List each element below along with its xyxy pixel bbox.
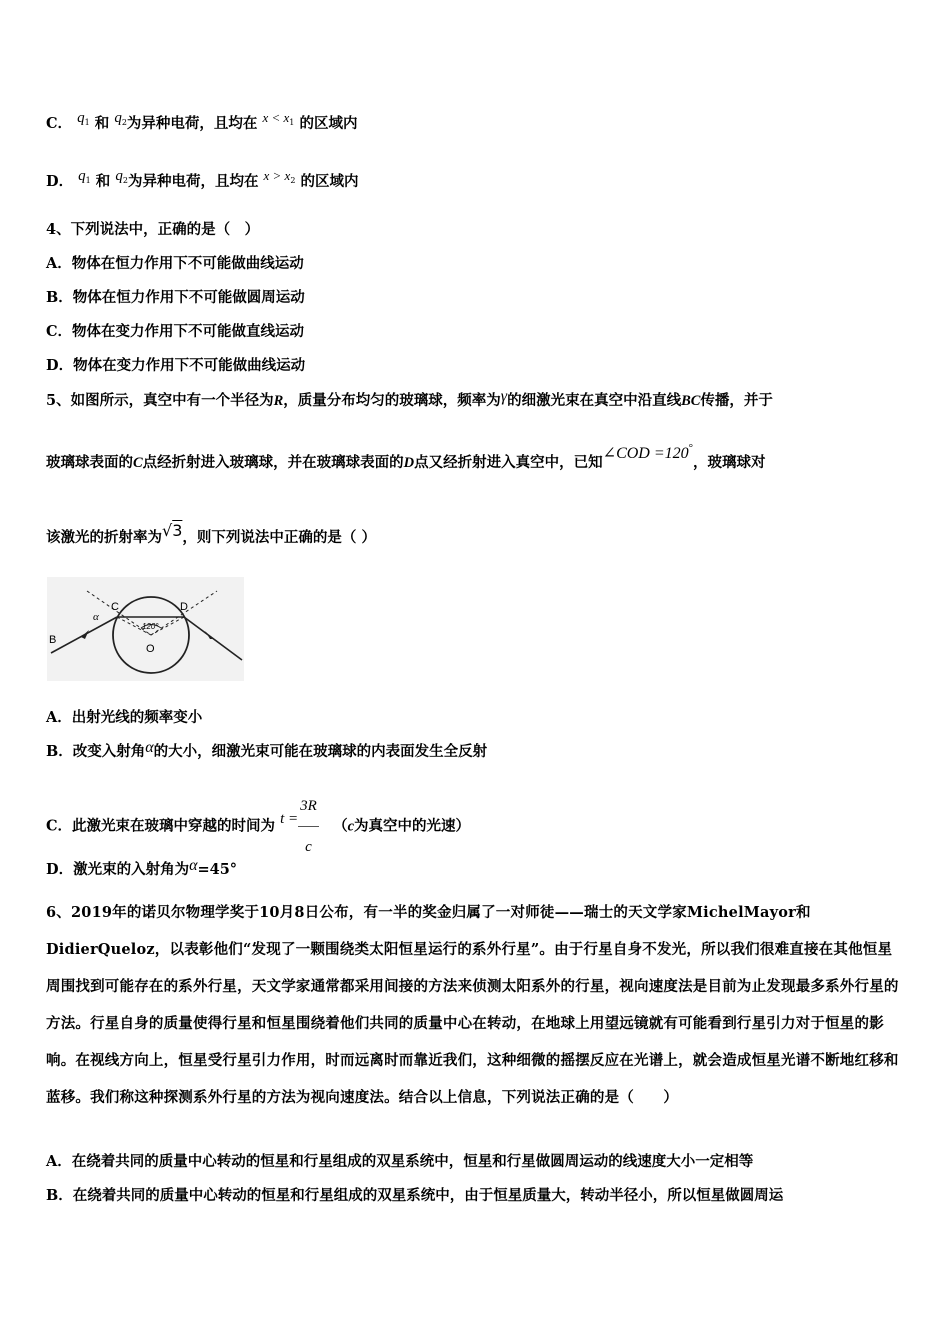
label-angle: 120° — [142, 622, 159, 631]
q4-option-d: D．物体在变力作用下不可能做曲线运动 — [46, 357, 306, 374]
q5-option-a: A．出射光线的频率变小 — [46, 709, 203, 726]
label-c: C — [111, 601, 119, 613]
q5-stem-line1: 5、如图所示，真空中有一个半径为R，质量分布均匀的玻璃球，频率为γ的细激光束在真空中沿直线BC传播，并于 — [46, 388, 773, 409]
q3-option-c: C． $q^1$ 和 $q^2$为异种电荷，且均在 $x < x^1$ 的区域内 — [46, 110, 358, 132]
q6-paragraph: 6、2019年的诺贝尔物理学奖于10月8日公布，有一半的奖金归属了一对师徒——瑞士的天文学家MichelMayor和DidierQueloz，以表彰他们“发现了一颗围绕类太阳恒星运行的系外行星”。由于行星自身不发光，所以我们很难直接在其他恒星周围找到可能存在的系外行星，天文学家通常都采用间接的方法来侦测太阳系外的行星，视向速度法是目前为止发现最多系外行星的方法。行星自身的质量使得行星和恒星围绕着他们共同的质量中心在转动，在地球上用望远镜就有可能看到行星引力对于恒星的影响。在视线方向上，恒星受行星引力作用，时而远离时而靠近我们，这种细微的摇摆反应在光谱上，就会造成恒星光谱不断地红移和蓝移。我们称这种探测系外行星的方法为视向速度法。结合以上信息，下列说法正确的是（ ） — [46, 904, 899, 1106]
label-d: D — [180, 601, 188, 613]
q6-option-a: A．在绕着共同的质量中心转动的恒星和行星组成的双星系统中，恒星和行星做圆周运动的线速度大小一定相等 — [46, 1153, 754, 1170]
q6-option-b: B．在绕着共同的质量中心转动的恒星和行星组成的双星系统中，由于恒星质量大，转动半径小，所以恒星做圆周运 — [46, 1187, 784, 1204]
q5-figure — [47, 577, 244, 681]
q5-stem-line2: 玻璃球表面的C点经折射进入玻璃球，并在玻璃球表面的D点又经折射进入真空中，已知∠COD =120°，玻璃球对 — [46, 442, 766, 471]
q4-stem: 4、下列说法中，正确的是（ ） — [46, 221, 260, 238]
q4-option-c: C．物体在变力作用下不可能做直线运动 — [46, 323, 305, 340]
label-o: O — [146, 643, 155, 655]
q3-option-d: D． $q^1$ 和 $q^2$为异种电荷，且均在 $x > x^2$ 的区域内 — [46, 168, 359, 190]
sqrt-3: √3 — [162, 521, 183, 540]
q5-stem-line3: 该激光的折射率为√3，则下列说法中正确的是（ ） — [46, 521, 376, 546]
label-alpha: α — [93, 611, 99, 623]
q5-option-c: C．此激光束在玻璃中穿越的时间为 t = $\frac{3R}{c}$ （c为真空中的光速） — [46, 786, 470, 867]
label-b: B — [49, 634, 57, 646]
q5-option-d: D．激光束的入射角为α=45° — [46, 857, 238, 878]
fraction-3r-over-c: $\frac{3R}{c}$ — [298, 786, 319, 867]
q4-option-b: B．物体在恒力作用下不可能做圆周运动 — [46, 289, 305, 306]
q5-option-b: B．改变入射角α的大小，细激光束可能在玻璃球的内表面发生全反射 — [46, 739, 488, 760]
q4-option-a: A．物体在恒力作用下不可能做曲线运动 — [46, 255, 304, 272]
